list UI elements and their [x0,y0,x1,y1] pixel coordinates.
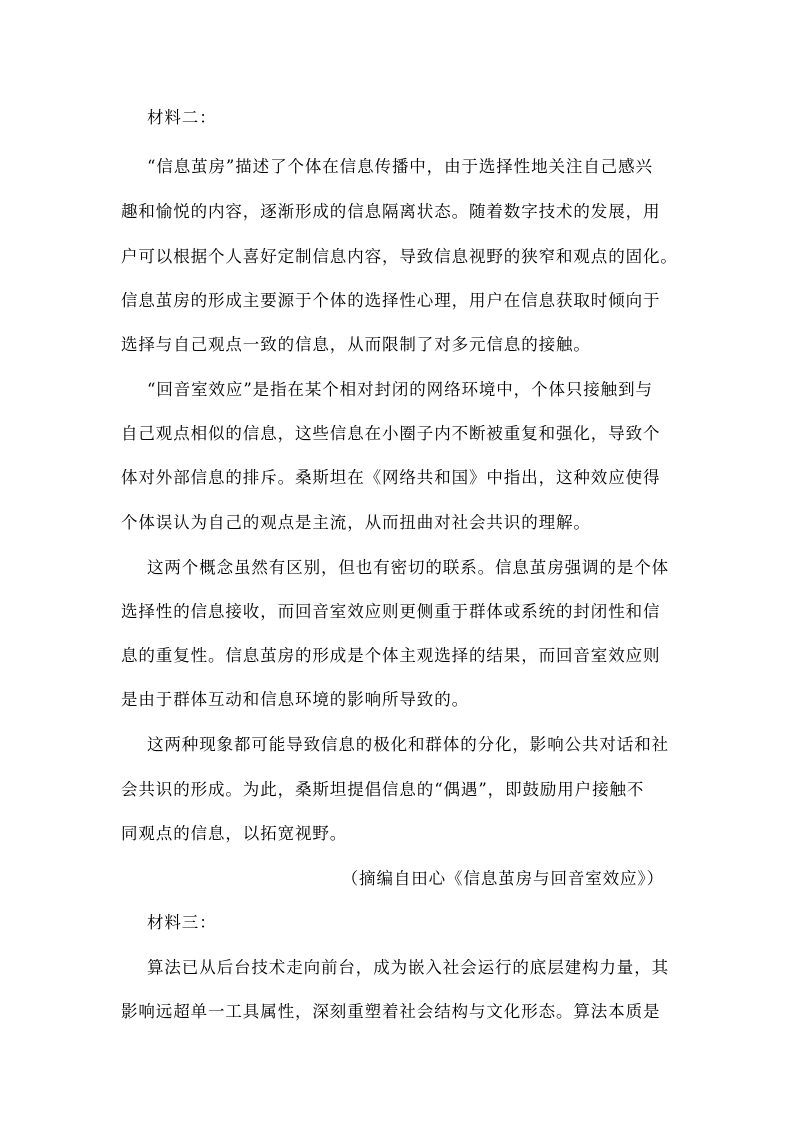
paragraph-2-line: “回音室效应”是指在某个相对封闭的网络环境中，个体只接触到与 [147,380,653,399]
source-citation: （摘编自田心《信息茧房与回音室效应》） [341,869,664,888]
paragraph-2-line: 体对外部信息的排斥。桑斯坦在《网络共和国》中指出，这种效应使得 [121,468,661,487]
paragraph-2-line: 自己观点相似的信息，这些信息在小圈子内不断被重复和强化，导致个 [121,424,661,443]
paragraph-5-line: 影响远超单一工具属性，深刻重塑着社会结构与文化形态。算法本质是 [121,1002,661,1021]
paragraph-2-line: 个体误认为自己的观点是主流，从而扭曲对社会共识的理解。 [121,513,591,532]
paragraph-1-line: “信息茧房”描述了个体在信息传播中，由于选择性地关注自己感兴 [147,157,653,176]
paragraph-3-line: 选择性的信息接收，而回音室效应则更侧重于群体或系统的封闭性和信 [121,602,661,621]
paragraph-1-line: 信息茧房的形成主要源于个体的选择性心理，用户在信息获取时倾向于 [121,291,661,310]
material-2-heading: 材料二： [147,108,217,127]
paragraph-3-line: 这两个概念虽然有区别，但也有密切的联系。信息茧房强调的是个体 [147,558,669,577]
paragraph-4-line: 同观点的信息，以拓宽视野。 [121,824,348,843]
paragraph-4-line: 这两种现象都可能导致信息的极化和群体的分化，影响公共对话和社 [147,735,669,754]
paragraph-1-line: 趣和愉悦的内容，逐渐形成的信息隔离状态。随着数字技术的发展，用 [121,202,661,221]
paragraph-1-line: 户可以根据个人喜好定制信息内容，导致信息视野的狭窄和观点的固化。 [121,247,678,266]
paragraph-4-line: 会共识的形成。为此，桑斯坦提倡信息的“偶遇”，即鼓励用户接触不 [121,780,645,799]
paragraph-5-line: 算法已从后台技术走向前台，成为嵌入社会运行的底层建构力量，其 [147,958,669,977]
material-3-heading: 材料三： [147,913,217,932]
paragraph-1-line: 选择与自己观点一致的信息，从而限制了对多元信息的接触。 [121,335,591,354]
paragraph-3-line: 息的重复性。信息茧房的形成是个体主观选择的结果，而回音室效应则 [121,646,661,665]
paragraph-3-line: 是由于群体互动和信息环境的影响所导致的。 [121,690,469,709]
